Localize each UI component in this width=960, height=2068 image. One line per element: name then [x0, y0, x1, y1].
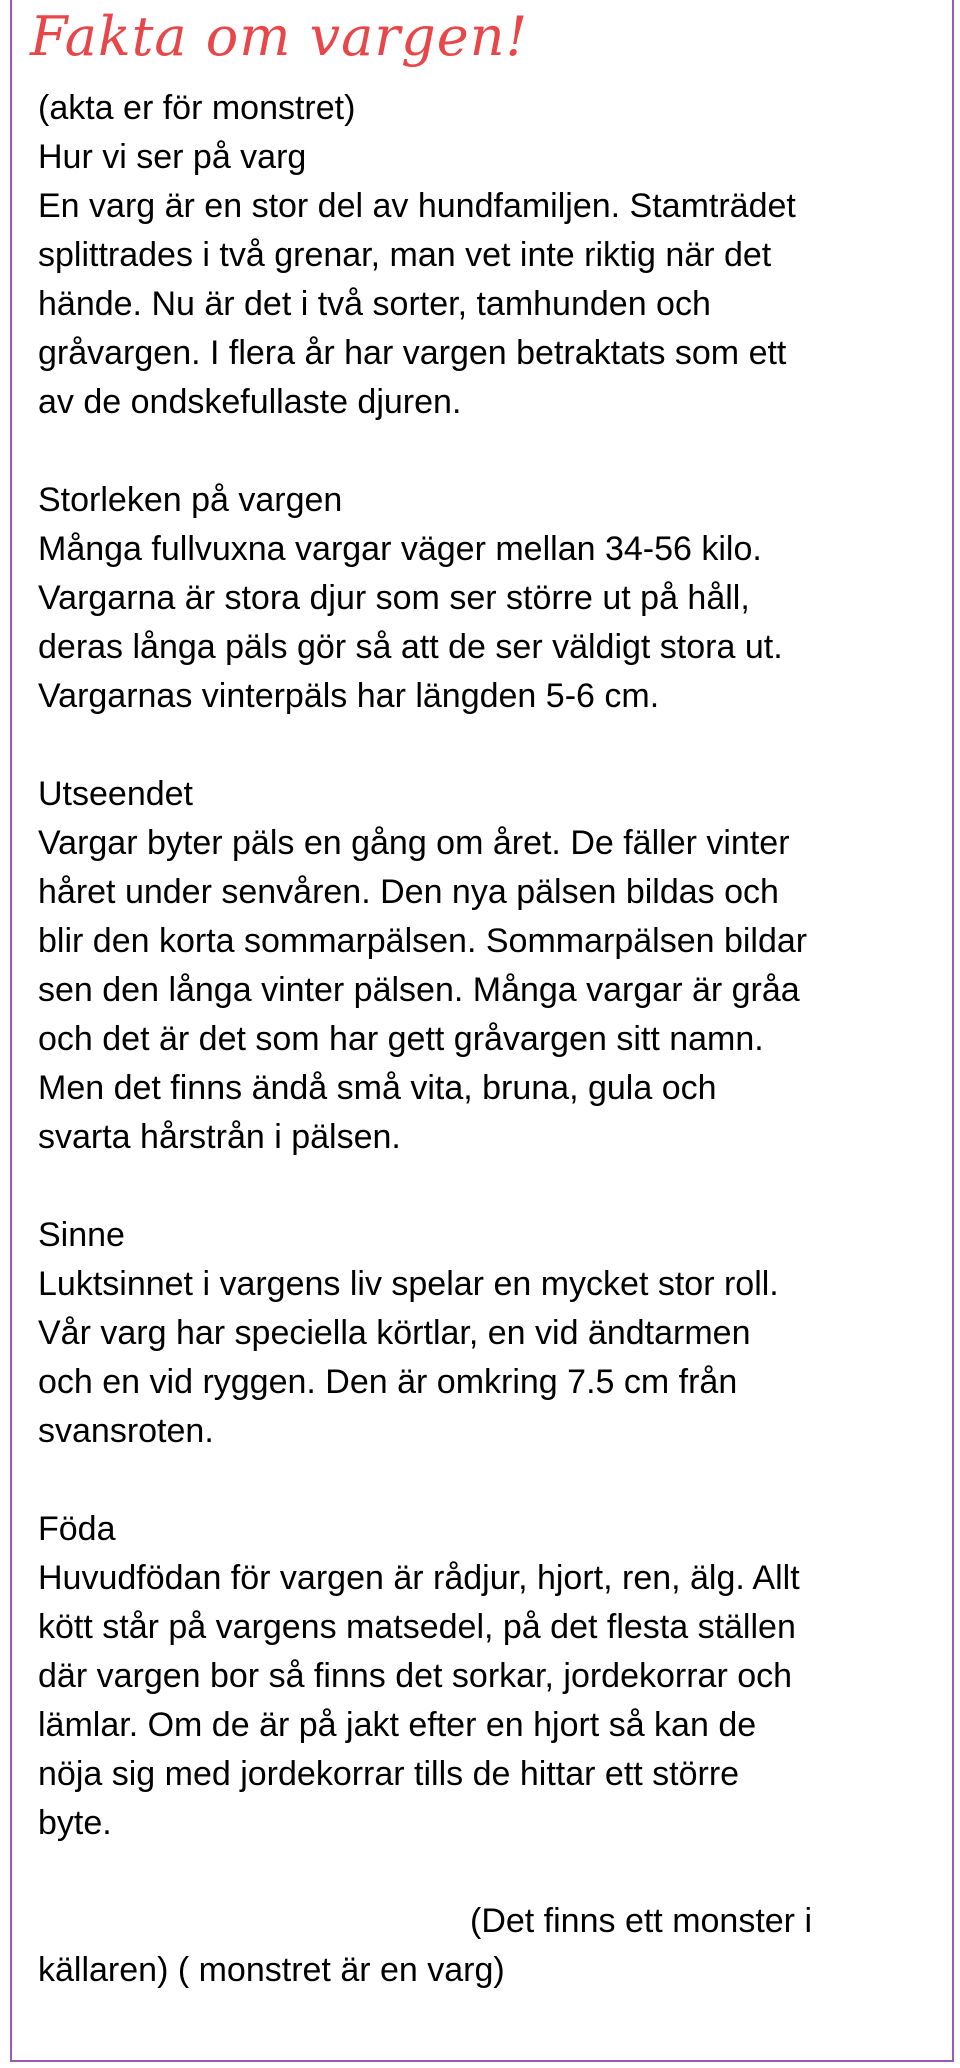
paragraph-line: Men det finns ändå små vita, bruna, gula och: [38, 1069, 717, 1107]
paragraph-line: En varg är en stor del av hundfamiljen. Stamträdet: [38, 187, 796, 225]
section-hur-vi-ser: [38, 133, 928, 427]
paragraph-line: svansroten.: [38, 1412, 214, 1450]
closing-line-2: källaren) ( monstret är en varg): [38, 1951, 505, 1989]
paragraph-line: splittrades i två grenar, man vet inte riktig när det: [38, 236, 772, 274]
paragraph-line: deras långa päls gör så att de ser väldigt stora ut.: [38, 628, 783, 666]
paragraph-line: hände. Nu är det i två sorter, tamhunden och: [38, 285, 711, 323]
article-body: [38, 84, 928, 1995]
paragraph-line: gråvargen. I flera år har vargen betraktats som ett: [38, 334, 787, 372]
section-heading: Föda: [38, 1510, 116, 1548]
paragraph-line: nöja sig med jordekorrar tills de hittar ett större: [38, 1755, 740, 1793]
section-heading: Storleken på vargen: [38, 481, 343, 519]
closing-text-1: (Det finns ett monster i: [470, 1902, 813, 1940]
section-utseendet: [38, 770, 928, 1162]
section-heading: Sinne: [38, 1216, 125, 1254]
paragraph-line: Vargar byter päls en gång om året. De fäller vinter: [38, 824, 790, 862]
paragraph-line: byte.: [38, 1804, 112, 1842]
paragraph-line: kött står på vargens matsedel, på det flesta ställen: [38, 1608, 796, 1646]
paragraph-line: Vår varg har speciella körtlar, en vid ändtarmen: [38, 1314, 751, 1352]
paragraph-line: Huvudfödan för vargen är rådjur, hjort, ren, älg. Allt: [38, 1559, 800, 1597]
closing-line-1: [38, 1897, 928, 1946]
section-heading: Hur vi ser på varg: [38, 138, 307, 176]
section-foda: [38, 1505, 928, 1848]
paragraph-line: och det är det som har gett gråvargen sitt namn.: [38, 1020, 764, 1058]
section-heading: Utseendet: [38, 775, 193, 813]
paragraph-line: lämlar. Om de är på jakt efter en hjort så kan de: [38, 1706, 757, 1744]
closing-note: [38, 1897, 928, 1995]
paragraph-line: håret under senvåren. Den nya pälsen bildas och: [38, 873, 779, 911]
section-sinne: [38, 1211, 928, 1456]
subtitle: (akta er för monstret): [38, 89, 356, 127]
paragraph-line: av de ondskefullaste djuren.: [38, 383, 462, 421]
page-title: Fakta om vargen!: [30, 5, 529, 68]
paragraph-line: sen den långa vinter pälsen. Många vargar är gråa: [38, 971, 800, 1009]
paragraph-line: blir den korta sommarpälsen. Sommarpälsen bildar: [38, 922, 808, 960]
paragraph-line: Många fullvuxna vargar väger mellan 34-56 kilo.: [38, 530, 762, 568]
paragraph-line: svarta hårstrån i pälsen.: [38, 1118, 401, 1156]
paragraph-line: och en vid ryggen. Den är omkring 7.5 cm från: [38, 1363, 738, 1401]
paragraph-line: Vargarna är stora djur som ser större ut på håll,: [38, 579, 750, 617]
paragraph-line: Vargarnas vinterpäls har längden 5-6 cm.: [38, 677, 660, 715]
paragraph-line: Luktsinnet i vargens liv spelar en mycket stor roll.: [38, 1265, 779, 1303]
section-storleken: [38, 476, 928, 721]
paragraph-line: där vargen bor så finns det sorkar, jordekorrar och: [38, 1657, 793, 1695]
